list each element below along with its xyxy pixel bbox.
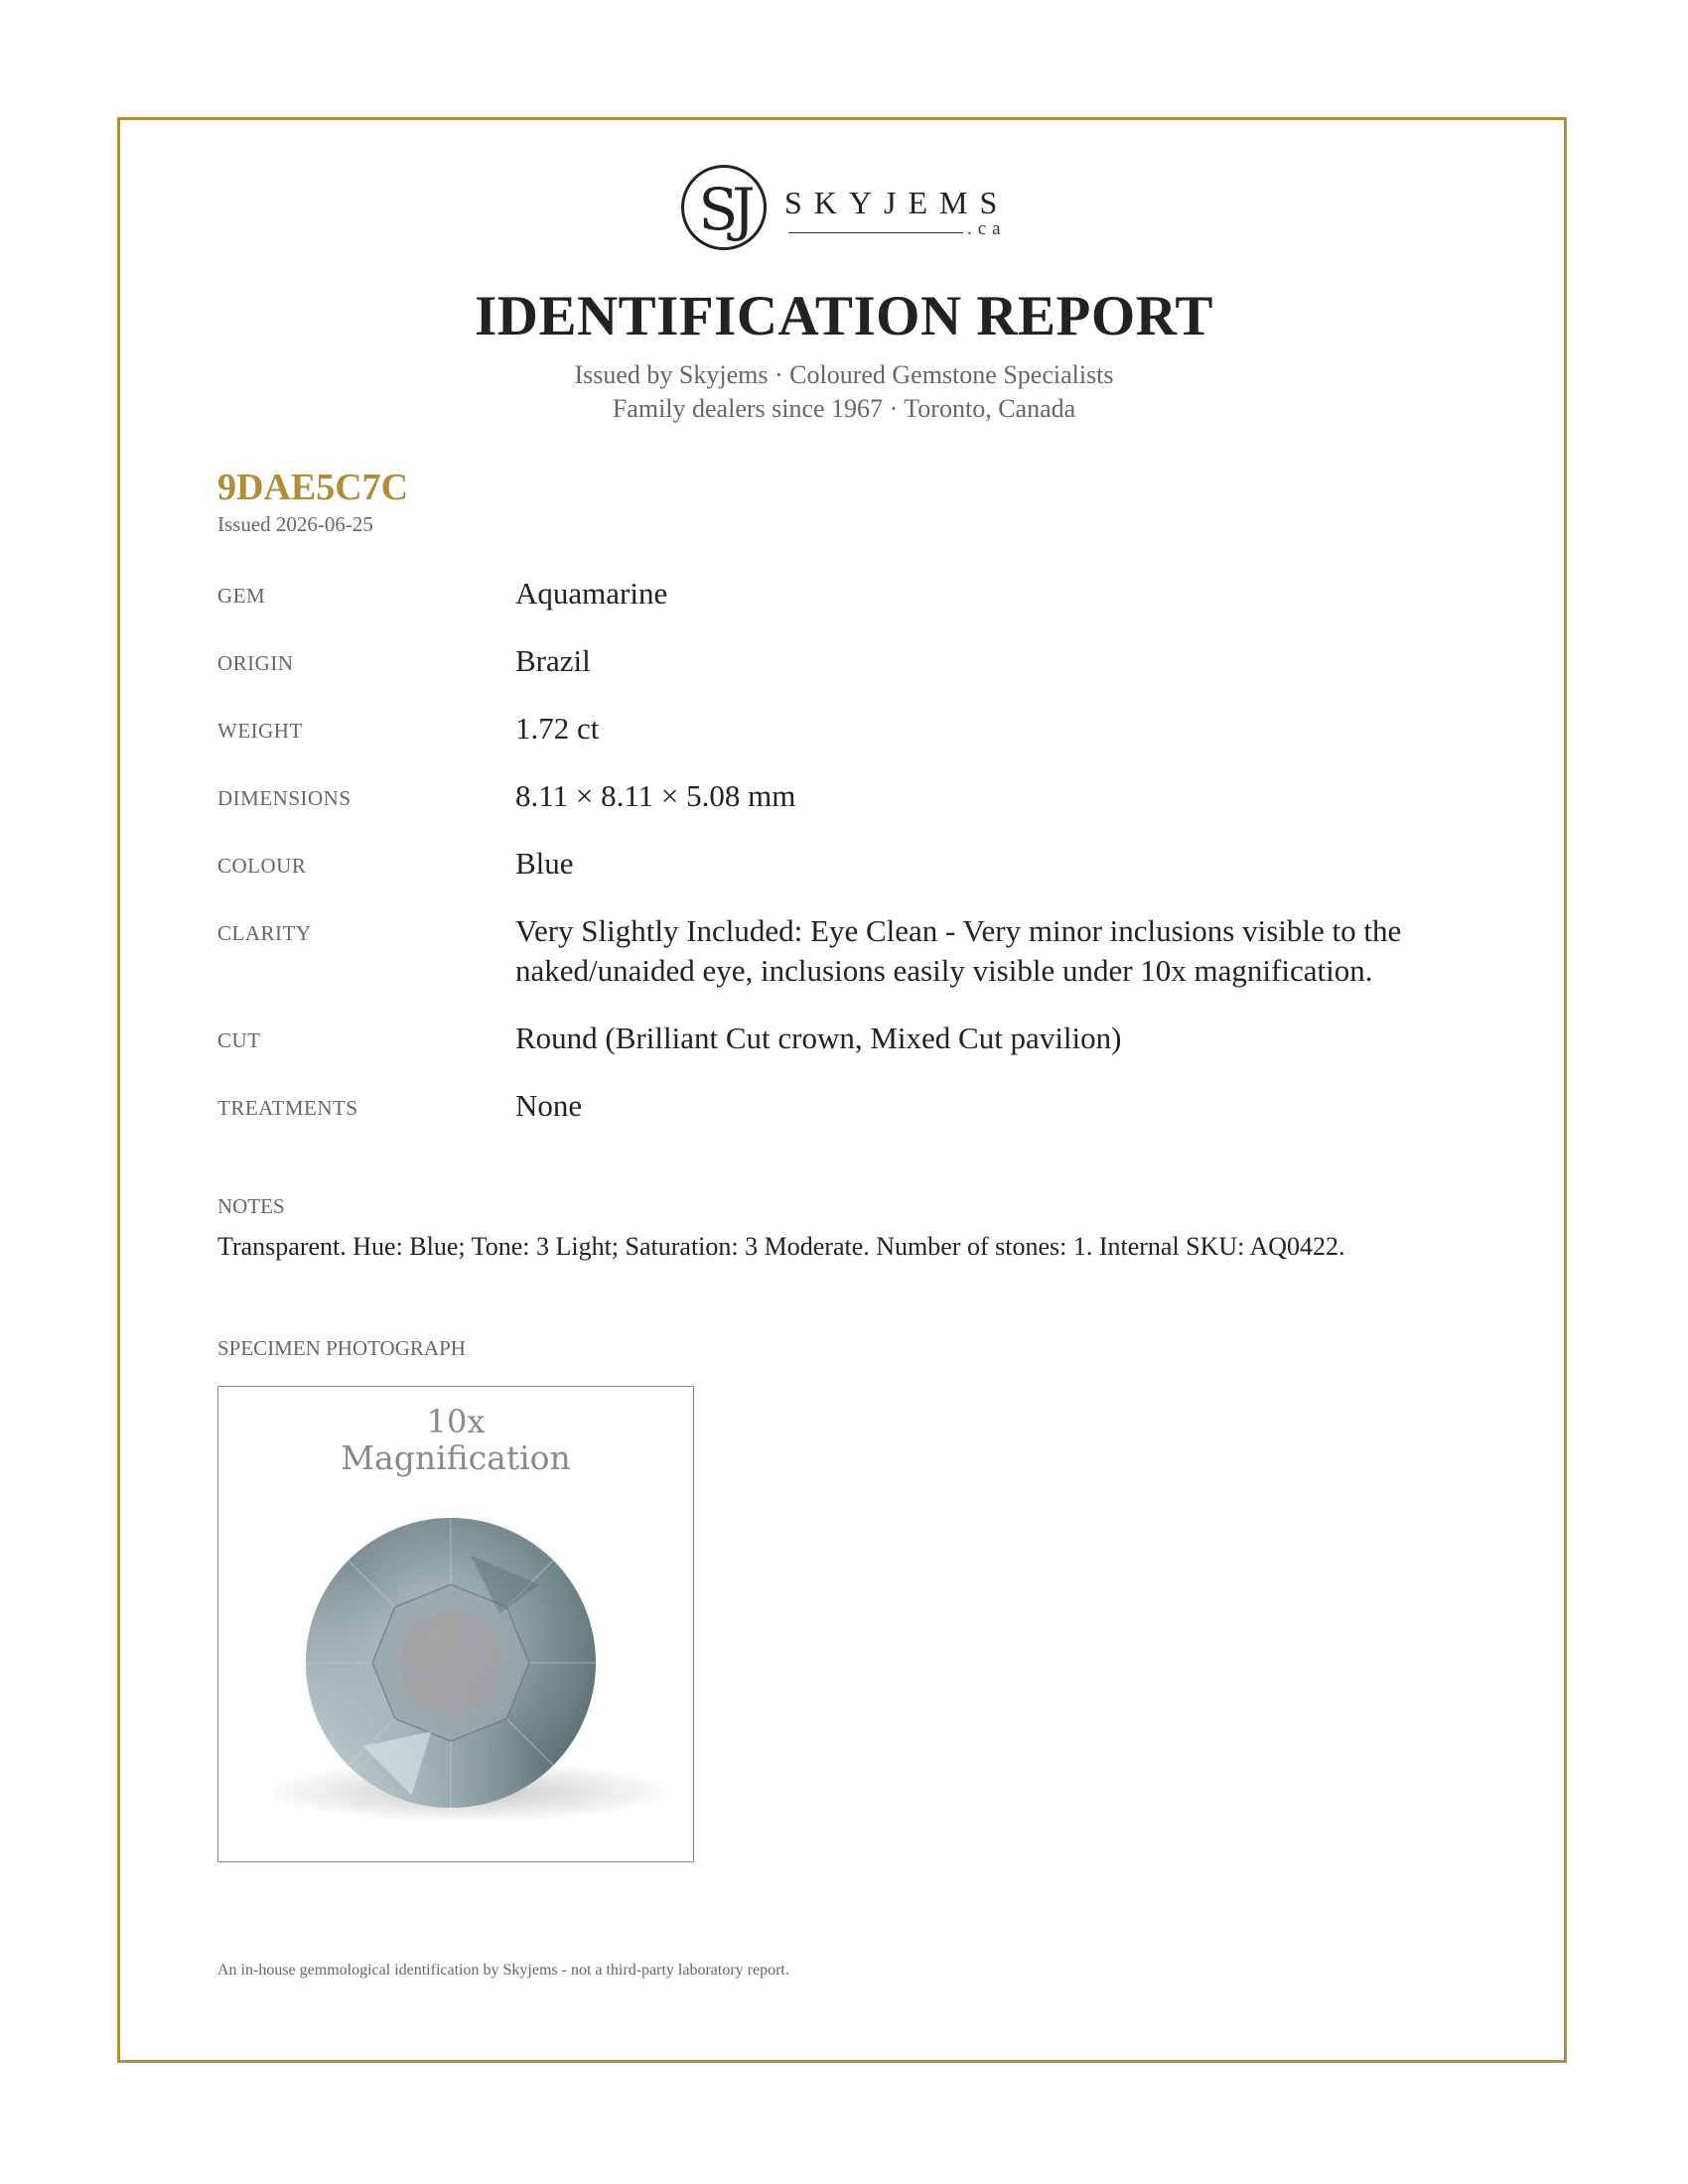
logo-wordmark: SKYJEMS xyxy=(784,185,1010,220)
field-label-weight: WEIGHT xyxy=(217,719,303,743)
dealer-info-line: Family dealers since 1967 · Toronto, Canada xyxy=(612,394,1076,423)
report-title: IDENTIFICATION REPORT xyxy=(475,285,1213,347)
logo-underline xyxy=(788,232,963,233)
issuer-line: Issued by Skyjems · Coloured Gemstone Specialists xyxy=(574,360,1114,389)
field-label-treatments: TREATMENTS xyxy=(217,1096,358,1120)
field-label-clarity: CLARITY xyxy=(217,921,312,945)
field-value-cut: Round (Brilliant Cut crown, Mixed Cut pavilion) xyxy=(515,1021,1122,1055)
field-label-cut: CUT xyxy=(217,1028,261,1052)
aquamarine-gem-image xyxy=(304,1516,598,1810)
specimen-photo xyxy=(217,1386,694,1862)
notes-text: Transparent. Hue: Blue; Tone: 3 Light; Saturation: 3 Moderate. Number of stones: 1. Internal SKU: AQ0422. xyxy=(217,1232,1345,1261)
specimen-photo-label: SPECIMEN PHOTOGRAPH xyxy=(217,1336,466,1360)
issue-date: Issued 2026-06-25 xyxy=(217,512,373,536)
skyjems-logo xyxy=(681,163,1019,266)
field-label-origin: ORIGIN xyxy=(217,651,294,675)
magnification-value: 10x xyxy=(426,1403,486,1440)
logo-monogram-circle xyxy=(681,165,767,250)
logo-monogram: SJ xyxy=(698,176,750,243)
report-id: 9DAE5C7C xyxy=(217,467,409,508)
field-value-dimensions: 8.11 × 8.11 × 5.08 mm xyxy=(515,778,796,813)
logo-domain: .ca xyxy=(967,218,1007,239)
notes-label: NOTES xyxy=(217,1194,285,1218)
magnification-label: Magnification xyxy=(341,1438,571,1477)
field-value-origin: Brazil xyxy=(515,643,591,678)
field-value-gem: Aquamarine xyxy=(515,576,668,611)
field-value-treatments: None xyxy=(515,1088,583,1123)
field-label-dimensions: DIMENSIONS xyxy=(217,786,352,810)
field-value-weight: 1.72 ct xyxy=(515,711,600,746)
field-value-colour: Blue xyxy=(515,846,574,881)
footer-disclaimer: An in-house gemmological identification by Skyjems - not a third-party laboratory report. xyxy=(217,1962,789,1979)
field-label-colour: COLOUR xyxy=(217,854,307,878)
field-label-gem: GEM xyxy=(217,584,266,608)
field-value-clarity: Very Slightly Included: Eye Clean - Very minor inclusions visible to the naked/unaided eye, inclusions easily visible under 10x magnification. xyxy=(515,913,1402,988)
